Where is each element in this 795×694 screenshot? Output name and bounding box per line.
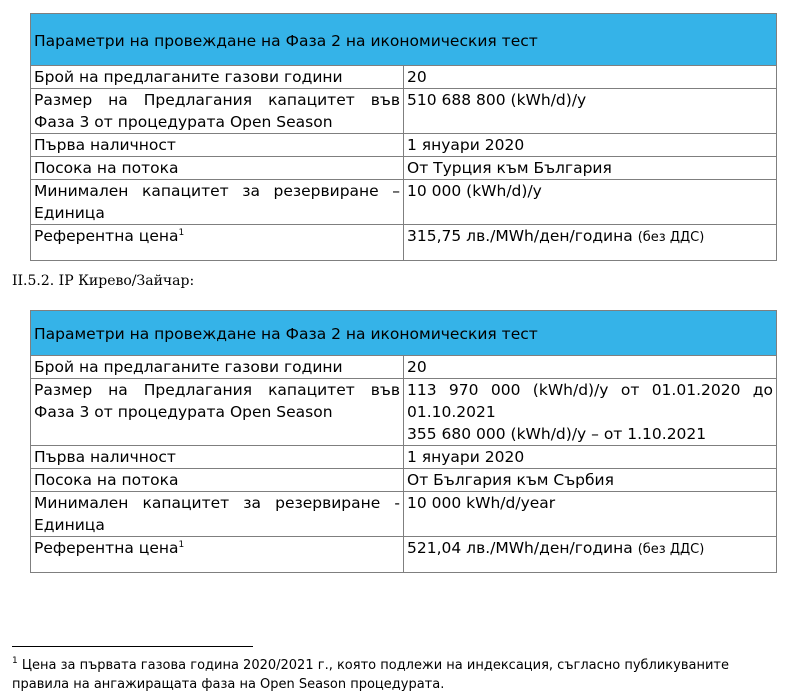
row-label: Посока на потока [31, 157, 404, 180]
row-label-text: Референтна цена [34, 539, 179, 557]
table-header-row [31, 14, 777, 66]
footnote-ref: 1 [178, 540, 185, 550]
row-label-line: Фаза 3 от процедурата Open Season [34, 403, 333, 421]
table-row [31, 446, 777, 469]
row-label: Посока на потока [31, 469, 404, 492]
table-row [31, 66, 777, 89]
vat-note: (без ДДС) [637, 230, 705, 245]
row-label [31, 89, 404, 134]
row-label: Първа наличност [31, 134, 404, 157]
footnote-text: Цена за първата газова година 2020/2021 г., която подлежи на индексация, съгласно публикуваните [21, 658, 729, 673]
row-label-line: Минимален капацитет за резервиране – [34, 182, 400, 200]
footnote-line [12, 656, 787, 675]
footnote-separator [12, 646, 253, 647]
table-row [31, 379, 777, 446]
value-line: 01.10.2021 [407, 403, 496, 421]
row-value [404, 379, 777, 446]
row-label-line: Единица [34, 204, 105, 222]
vat-note: (без ДДС) [637, 542, 705, 557]
table-row [31, 469, 777, 492]
parameters-table-2 [30, 310, 777, 573]
table-row [31, 492, 777, 537]
row-value: 1 януари 2020 [404, 134, 777, 157]
footnote-line: правила на ангажиращата фаза на Open Season процедурата. [12, 677, 445, 692]
row-label: Брой на предлаганите газови години [31, 66, 404, 89]
row-label-line: Фаза 3 от процедурата Open Season [34, 113, 333, 131]
footnote [12, 656, 787, 694]
table-header-row [31, 311, 777, 356]
row-value: 10 000 (kWh/d)/y [404, 180, 777, 225]
row-value: 1 януари 2020 [404, 446, 777, 469]
row-value: 20 [404, 356, 777, 379]
parameters-table-1 [30, 13, 777, 261]
table-row [31, 225, 777, 261]
row-label [31, 379, 404, 446]
table-row [31, 180, 777, 225]
table-row [31, 537, 777, 573]
row-label-line: Размер на Предлагания капацитет във [34, 381, 400, 399]
row-value: 510 688 800 (kWh/d)/y [404, 89, 777, 134]
row-value [404, 225, 777, 261]
row-label-text: Референтна цена [34, 227, 179, 245]
table-header: Параметри на провеждане на Фаза 2 на икономическия тест [31, 311, 777, 356]
row-value: От Турция към България [404, 157, 777, 180]
footnote-mark: 1 [12, 656, 18, 666]
row-label-line: Единица [34, 516, 105, 534]
row-value [404, 537, 777, 573]
table-row [31, 89, 777, 134]
row-label [31, 225, 404, 261]
table-row [31, 356, 777, 379]
row-value: От България към Сърбия [404, 469, 777, 492]
row-label [31, 537, 404, 573]
value-line: 355 680 000 (kWh/d)/y – от 1.10.2021 [407, 425, 707, 443]
row-label-line: Минимален капацитет за резервиране - [34, 494, 400, 512]
row-label: Брой на предлаганите газови години [31, 356, 404, 379]
table-header: Параметри на провеждане на Фаза 2 на икономическия тест [31, 14, 777, 66]
row-value: 20 [404, 66, 777, 89]
table-row [31, 134, 777, 157]
section-heading: II.5.2. IP Кирево/Зайчар: [12, 273, 195, 289]
price-value: 315,75 лв./MWh/ден/година [407, 227, 633, 245]
row-value: 10 000 kWh/d/year [404, 492, 777, 537]
value-line: 113 970 000 (kWh/d)/y от 01.01.2020 до [407, 381, 773, 399]
row-label [31, 180, 404, 225]
row-label [31, 492, 404, 537]
footnote-ref: 1 [178, 228, 185, 238]
price-value: 521,04 лв./MWh/ден/година [407, 539, 633, 557]
row-label: Първа наличност [31, 446, 404, 469]
table-row [31, 157, 777, 180]
row-label-line: Размер на Предлагания капацитет във [34, 91, 400, 109]
